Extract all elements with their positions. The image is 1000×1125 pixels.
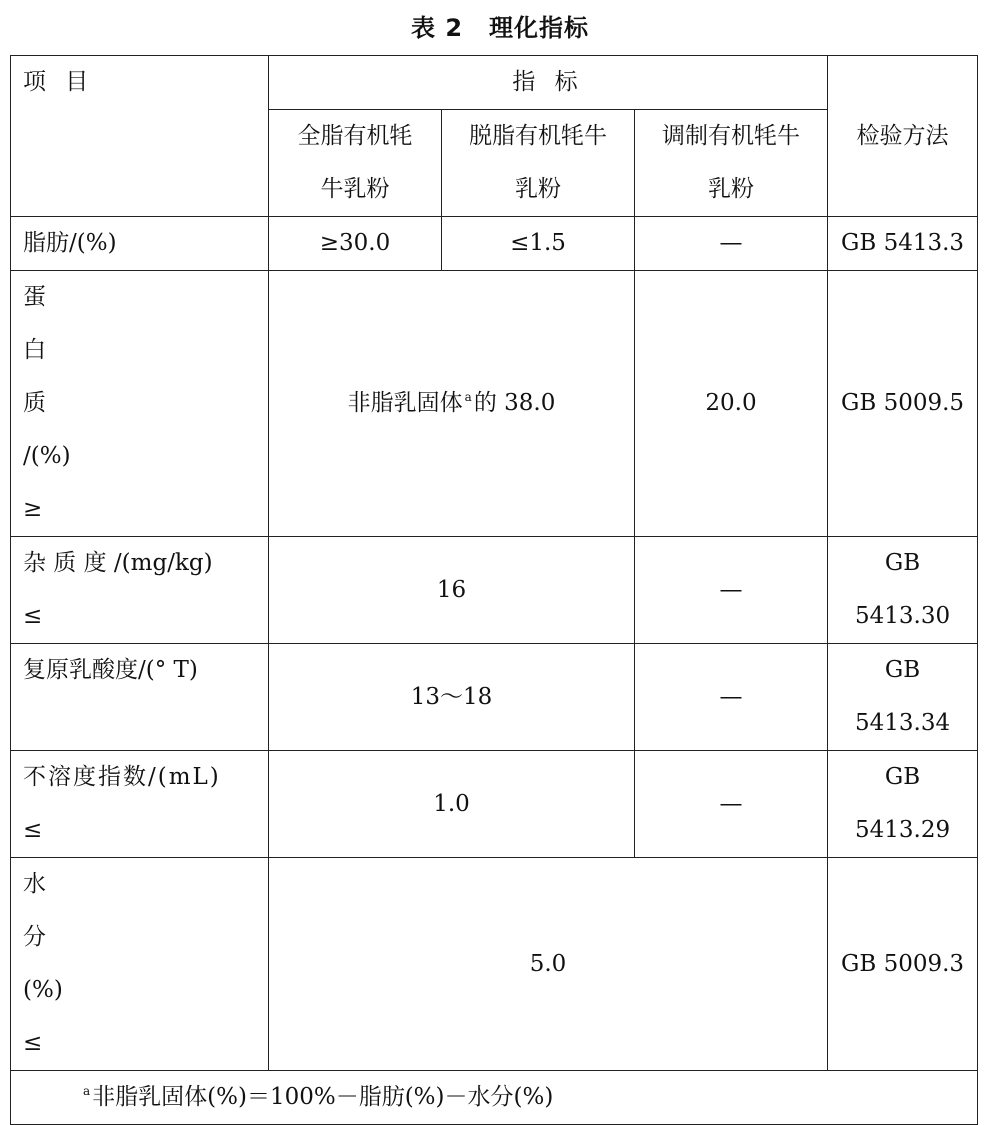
header-method-label: 检验方法 — [856, 122, 949, 149]
impurity-merged-value: 16 — [269, 537, 635, 644]
fat-method: GB 5413.3 — [828, 217, 978, 271]
moisture-item-line1: 水 分 (%) — [23, 871, 63, 1003]
header-col-skim-line2: 乳粉 — [515, 176, 561, 202]
table-caption — [0, 8, 1000, 48]
header-col-whole-line1: 全脂有机牦 — [297, 123, 413, 149]
protein-item — [11, 271, 269, 537]
moisture-item — [11, 858, 269, 1071]
moisture-method: GB 5009.3 — [828, 858, 978, 1071]
fat-skim-value: ≤1.5 — [442, 217, 635, 271]
insolubility-item-line1: 不溶度指数/(mL) — [23, 764, 221, 790]
impurity-item-line2: ≤ — [23, 603, 43, 629]
header-col-modified-line2: 乳粉 — [708, 176, 755, 202]
impurity-item-line1: 杂 质 度 /(mg/kg) — [23, 550, 213, 576]
footnote-text: 非脂乳固体(%)＝100%－脂肪(%)－水分(%) — [92, 1084, 554, 1110]
insolubility-merged-value: 1.0 — [269, 751, 635, 858]
header-method-cell — [828, 56, 978, 217]
protein-item-line1: 蛋 白 质 /(%) — [23, 284, 71, 469]
footnote-cell — [11, 1071, 978, 1125]
table-row-protein — [11, 271, 978, 537]
table-number: 表 2 — [410, 14, 464, 42]
fat-item: 脂肪/(%) — [11, 217, 269, 271]
header-indicator-cell — [269, 56, 828, 110]
acidity-method: GB 5413.34 — [828, 644, 978, 751]
header-item-cell — [11, 56, 269, 217]
protein-modified-value: 20.0 — [635, 271, 828, 537]
impurity-method: GB 5413.30 — [828, 537, 978, 644]
acidity-item: 复原乳酸度/(° T) — [11, 644, 269, 751]
insolubility-item-line2: ≤ — [23, 817, 43, 843]
fat-modified-value: — — [635, 217, 828, 271]
acidity-modified-value: — — [635, 644, 828, 751]
protein-item-line2: ≥ — [23, 496, 43, 522]
insolubility-modified-value: — — [635, 751, 828, 858]
table-row-insolubility — [11, 751, 978, 858]
table-row-acidity — [11, 644, 978, 751]
table-row-footnote — [11, 1071, 978, 1125]
table-row-moisture — [11, 858, 978, 1071]
header-col-whole-line2: 牛乳粉 — [320, 176, 390, 202]
impurity-modified-value: — — [635, 537, 828, 644]
insolubility-method: GB 5413.29 — [828, 751, 978, 858]
header-col-skim — [442, 110, 635, 217]
moisture-merged-value: 5.0 — [269, 858, 828, 1071]
header-col-whole — [269, 110, 442, 217]
footnote-sup: a — [83, 1084, 91, 1099]
header-item-label: 项 目 — [23, 69, 95, 95]
impurity-item — [11, 537, 269, 644]
protein-method: GB 5009.5 — [828, 271, 978, 537]
footnote-marker: a — [464, 390, 472, 405]
header-row-1 — [11, 56, 978, 110]
table-row-impurity — [11, 537, 978, 644]
protein-merged-value: 非脂乳固体 $^a$的 38.0 — [269, 271, 635, 537]
moisture-item-line2: ≤ — [23, 1030, 43, 1056]
physicochemical-table — [10, 55, 978, 1125]
acidity-merged-value: 13～18 — [269, 644, 635, 751]
header-col-modified-line1: 调制有机牦牛 — [662, 123, 801, 149]
header-col-modified — [635, 110, 828, 217]
table-row-fat — [11, 217, 978, 271]
fat-whole-value: ≥30.0 — [269, 217, 442, 271]
header-indicator-label: 指 标 — [512, 69, 584, 95]
insolubility-item — [11, 751, 269, 858]
header-col-skim-line1: 脱脂有机牦牛 — [469, 123, 607, 149]
table-title: 理化指标 — [489, 14, 590, 42]
